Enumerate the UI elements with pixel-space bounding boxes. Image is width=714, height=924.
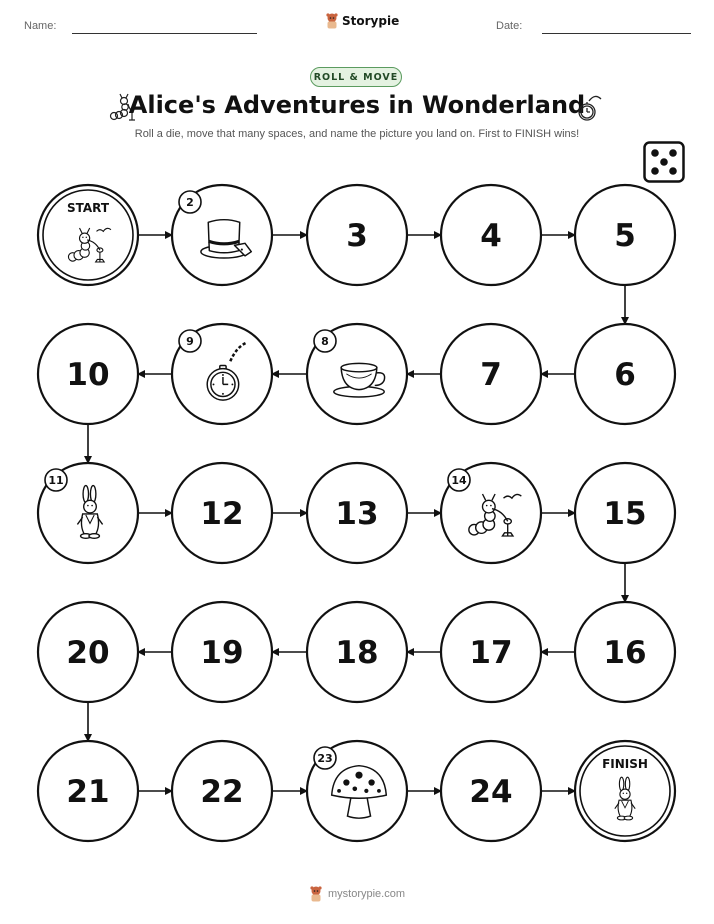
space-number: 18 — [335, 635, 379, 671]
board-space-3 — [307, 185, 407, 285]
board-space-2 — [172, 185, 272, 285]
board-space-17 — [441, 602, 541, 702]
board-space-18 — [307, 602, 407, 702]
space-number: 5 — [614, 218, 636, 254]
board-space-9 — [172, 324, 272, 424]
storypie-logo-icon — [309, 886, 323, 902]
board-space-15 — [575, 463, 675, 563]
board-space-16 — [575, 602, 675, 702]
space-number: 16 — [603, 635, 647, 671]
space-number: 10 — [66, 357, 110, 393]
game-type-badge: ROLL & MOVE — [310, 67, 402, 87]
board-space-19 — [172, 602, 272, 702]
name-label: Name: — [24, 20, 57, 32]
board-space-24 — [441, 741, 541, 841]
space-number: 2 — [186, 196, 194, 209]
space-number: 12 — [200, 496, 244, 532]
footer — [0, 886, 714, 902]
board-space-10 — [38, 324, 138, 424]
space-number: 22 — [200, 774, 244, 810]
footer-website: mystorypie.com — [327, 888, 406, 900]
space-number: 19 — [200, 635, 244, 671]
board-space-23 — [307, 741, 407, 841]
instructions: Roll a die, move that many spaces, and name the picture you land on. First to FINISH wins! — [134, 128, 580, 140]
space-number: 23 — [317, 752, 333, 765]
board-space-22 — [172, 741, 272, 841]
board-space-25 — [575, 741, 675, 841]
brand-name: Storypie — [342, 14, 400, 28]
board-space-4 — [441, 185, 541, 285]
space-number: 20 — [66, 635, 110, 671]
board-space-21 — [38, 741, 138, 841]
space-number: 24 — [469, 774, 513, 810]
space-number: 15 — [603, 496, 647, 532]
board-space-11 — [38, 463, 138, 563]
space-number: 4 — [480, 218, 502, 254]
space-number: 7 — [480, 357, 502, 393]
board-space-1 — [38, 185, 138, 285]
space-number: 21 — [66, 774, 110, 810]
space-number: 11 — [48, 474, 64, 487]
space-number: 6 — [614, 357, 636, 393]
start-label: START — [66, 201, 110, 215]
space-number: 9 — [186, 335, 194, 348]
board-space-8 — [307, 324, 407, 424]
board-space-12 — [172, 463, 272, 563]
board-space-7 — [441, 324, 541, 424]
finish-label: FINISH — [602, 757, 648, 771]
page-title: Alice's Adventures in Wonderland — [128, 91, 586, 119]
space-number: 17 — [469, 635, 513, 671]
space-number: 14 — [451, 474, 467, 487]
board-space-13 — [307, 463, 407, 563]
space-number: 13 — [335, 496, 379, 532]
board-space-6 — [575, 324, 675, 424]
space-number: 8 — [321, 335, 329, 348]
date-label: Date: — [496, 20, 523, 32]
board-space-14 — [441, 463, 541, 563]
board-space-5 — [575, 185, 675, 285]
board-space-20 — [38, 602, 138, 702]
space-number: 3 — [346, 218, 368, 254]
